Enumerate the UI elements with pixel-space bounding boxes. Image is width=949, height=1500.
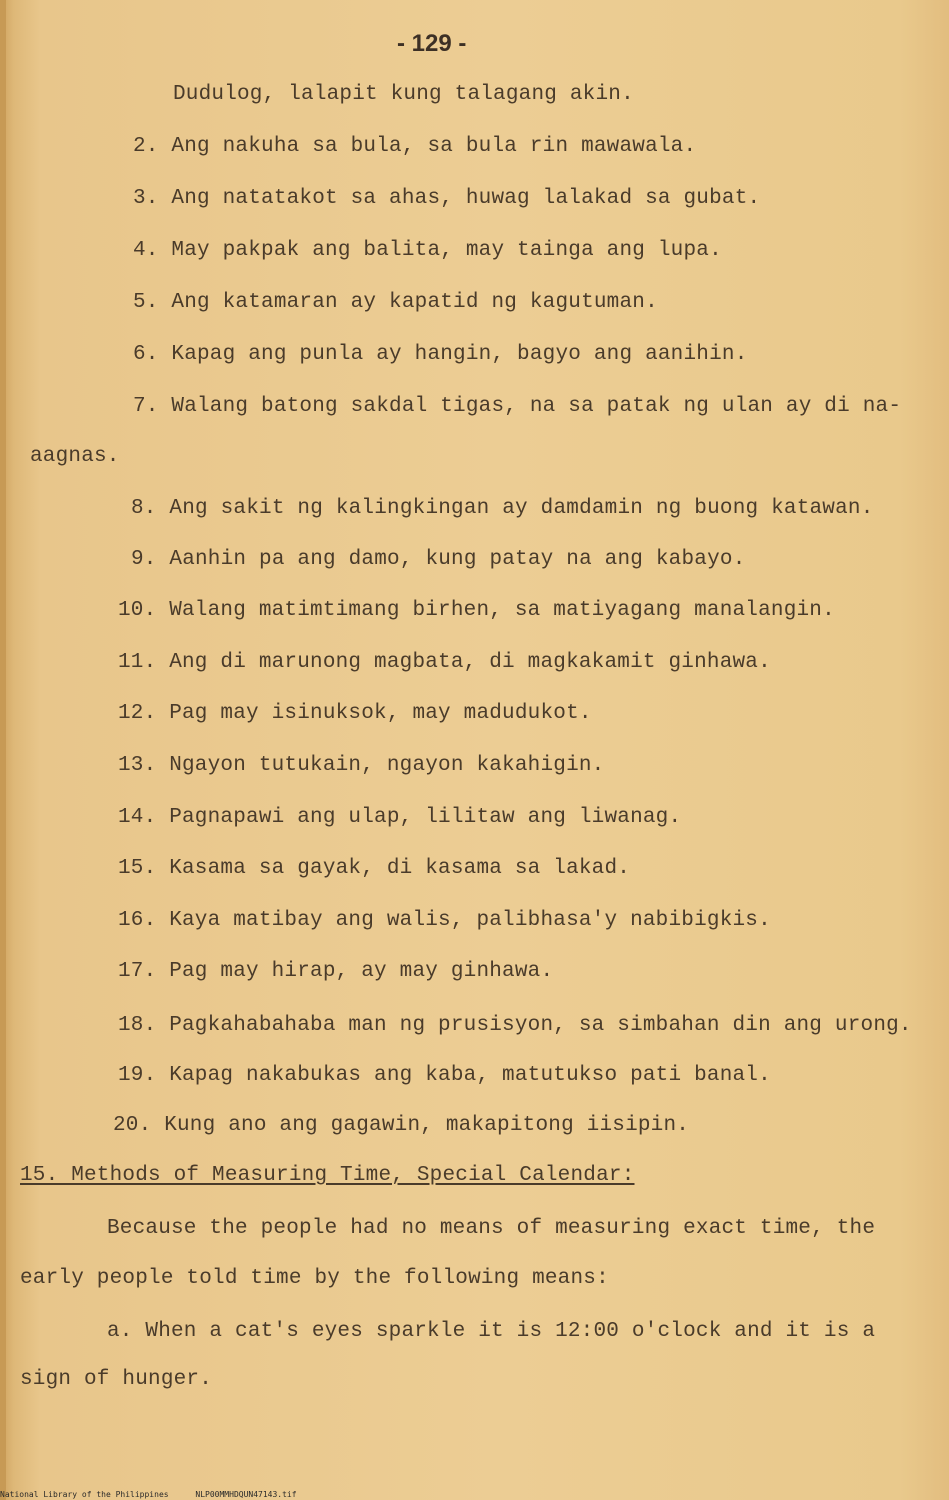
proverb-line: 7. Walang batong sakdal tigas, na sa patak ng ulan ay di na- [133,395,902,418]
proverb-line: 13. Ngayon tutukain, ngayon kakahigin. [118,754,605,777]
proverb-line: Dudulog, lalapit kung talagang akin. [173,83,634,106]
paragraph-line: Because the people had no means of measuring exact time, the [107,1217,876,1240]
proverb-line: 12. Pag may isinuksok, may madudukot. [118,702,592,725]
proverb-line: 19. Kapag nakabukas ang kaba, matutukso pati banal. [118,1064,771,1087]
page-number: - 129 - [397,30,467,57]
paragraph-line: sign of hunger. [20,1368,213,1391]
proverb-line: 8. Ang sakit ng kalingkingan ay damdamin ng buong katawan. [131,497,874,520]
proverb-line: 11. Ang di marunong magbata, di magkakamit ginhawa. [118,651,771,674]
proverb-line: 4. May pakpak ang balita, may tainga ang lupa. [133,239,722,262]
proverb-line: 2. Ang nakuha sa bula, sa bula rin mawawala. [133,135,697,158]
footer-library: National Library of the Philippines [0,1490,169,1499]
scan-footer [0,1490,319,1500]
paragraph-line: early people told time by the following means: [20,1267,609,1290]
paragraph-line: a. When a cat's eyes sparkle it is 12:00 o'clock and it is a [107,1320,876,1343]
proverb-line: 20. Kung ano ang gagawin, makapitong iisipin. [113,1114,690,1137]
section-heading: 15. Methods of Measuring Time, Special Calendar: [20,1164,635,1187]
proverb-line: 18. Pagkahabahaba man ng prusisyon, sa simbahan din ang urong. [118,1014,912,1037]
page-binding-edge [0,0,6,1500]
proverb-line: 6. Kapag ang punla ay hangin, bagyo ang aanihin. [133,343,748,366]
proverb-line-continuation: aagnas. [30,445,120,468]
proverb-line: 3. Ang natatakot sa ahas, huwag lalakad sa gubat. [133,187,761,210]
proverb-line: 10. Walang matimtimang birhen, sa matiyagang manalangin. [118,599,835,622]
proverb-line: 16. Kaya matibay ang walis, palibhasa'y nabibigkis. [118,909,771,932]
proverb-line: 15. Kasama sa gayak, di kasama sa lakad. [118,857,631,880]
proverb-line: 9. Aanhin pa ang damo, kung patay na ang kabayo. [131,548,746,571]
footer-filename: NLP00MMHDQUN47143.tif [195,1490,297,1499]
proverb-line: 14. Pagnapawi ang ulap, lilitaw ang liwanag. [118,806,682,829]
proverb-line: 17. Pag may hirap, ay may ginhawa. [118,960,554,983]
proverb-line: 5. Ang katamaran ay kapatid ng kagutuman. [133,291,658,314]
